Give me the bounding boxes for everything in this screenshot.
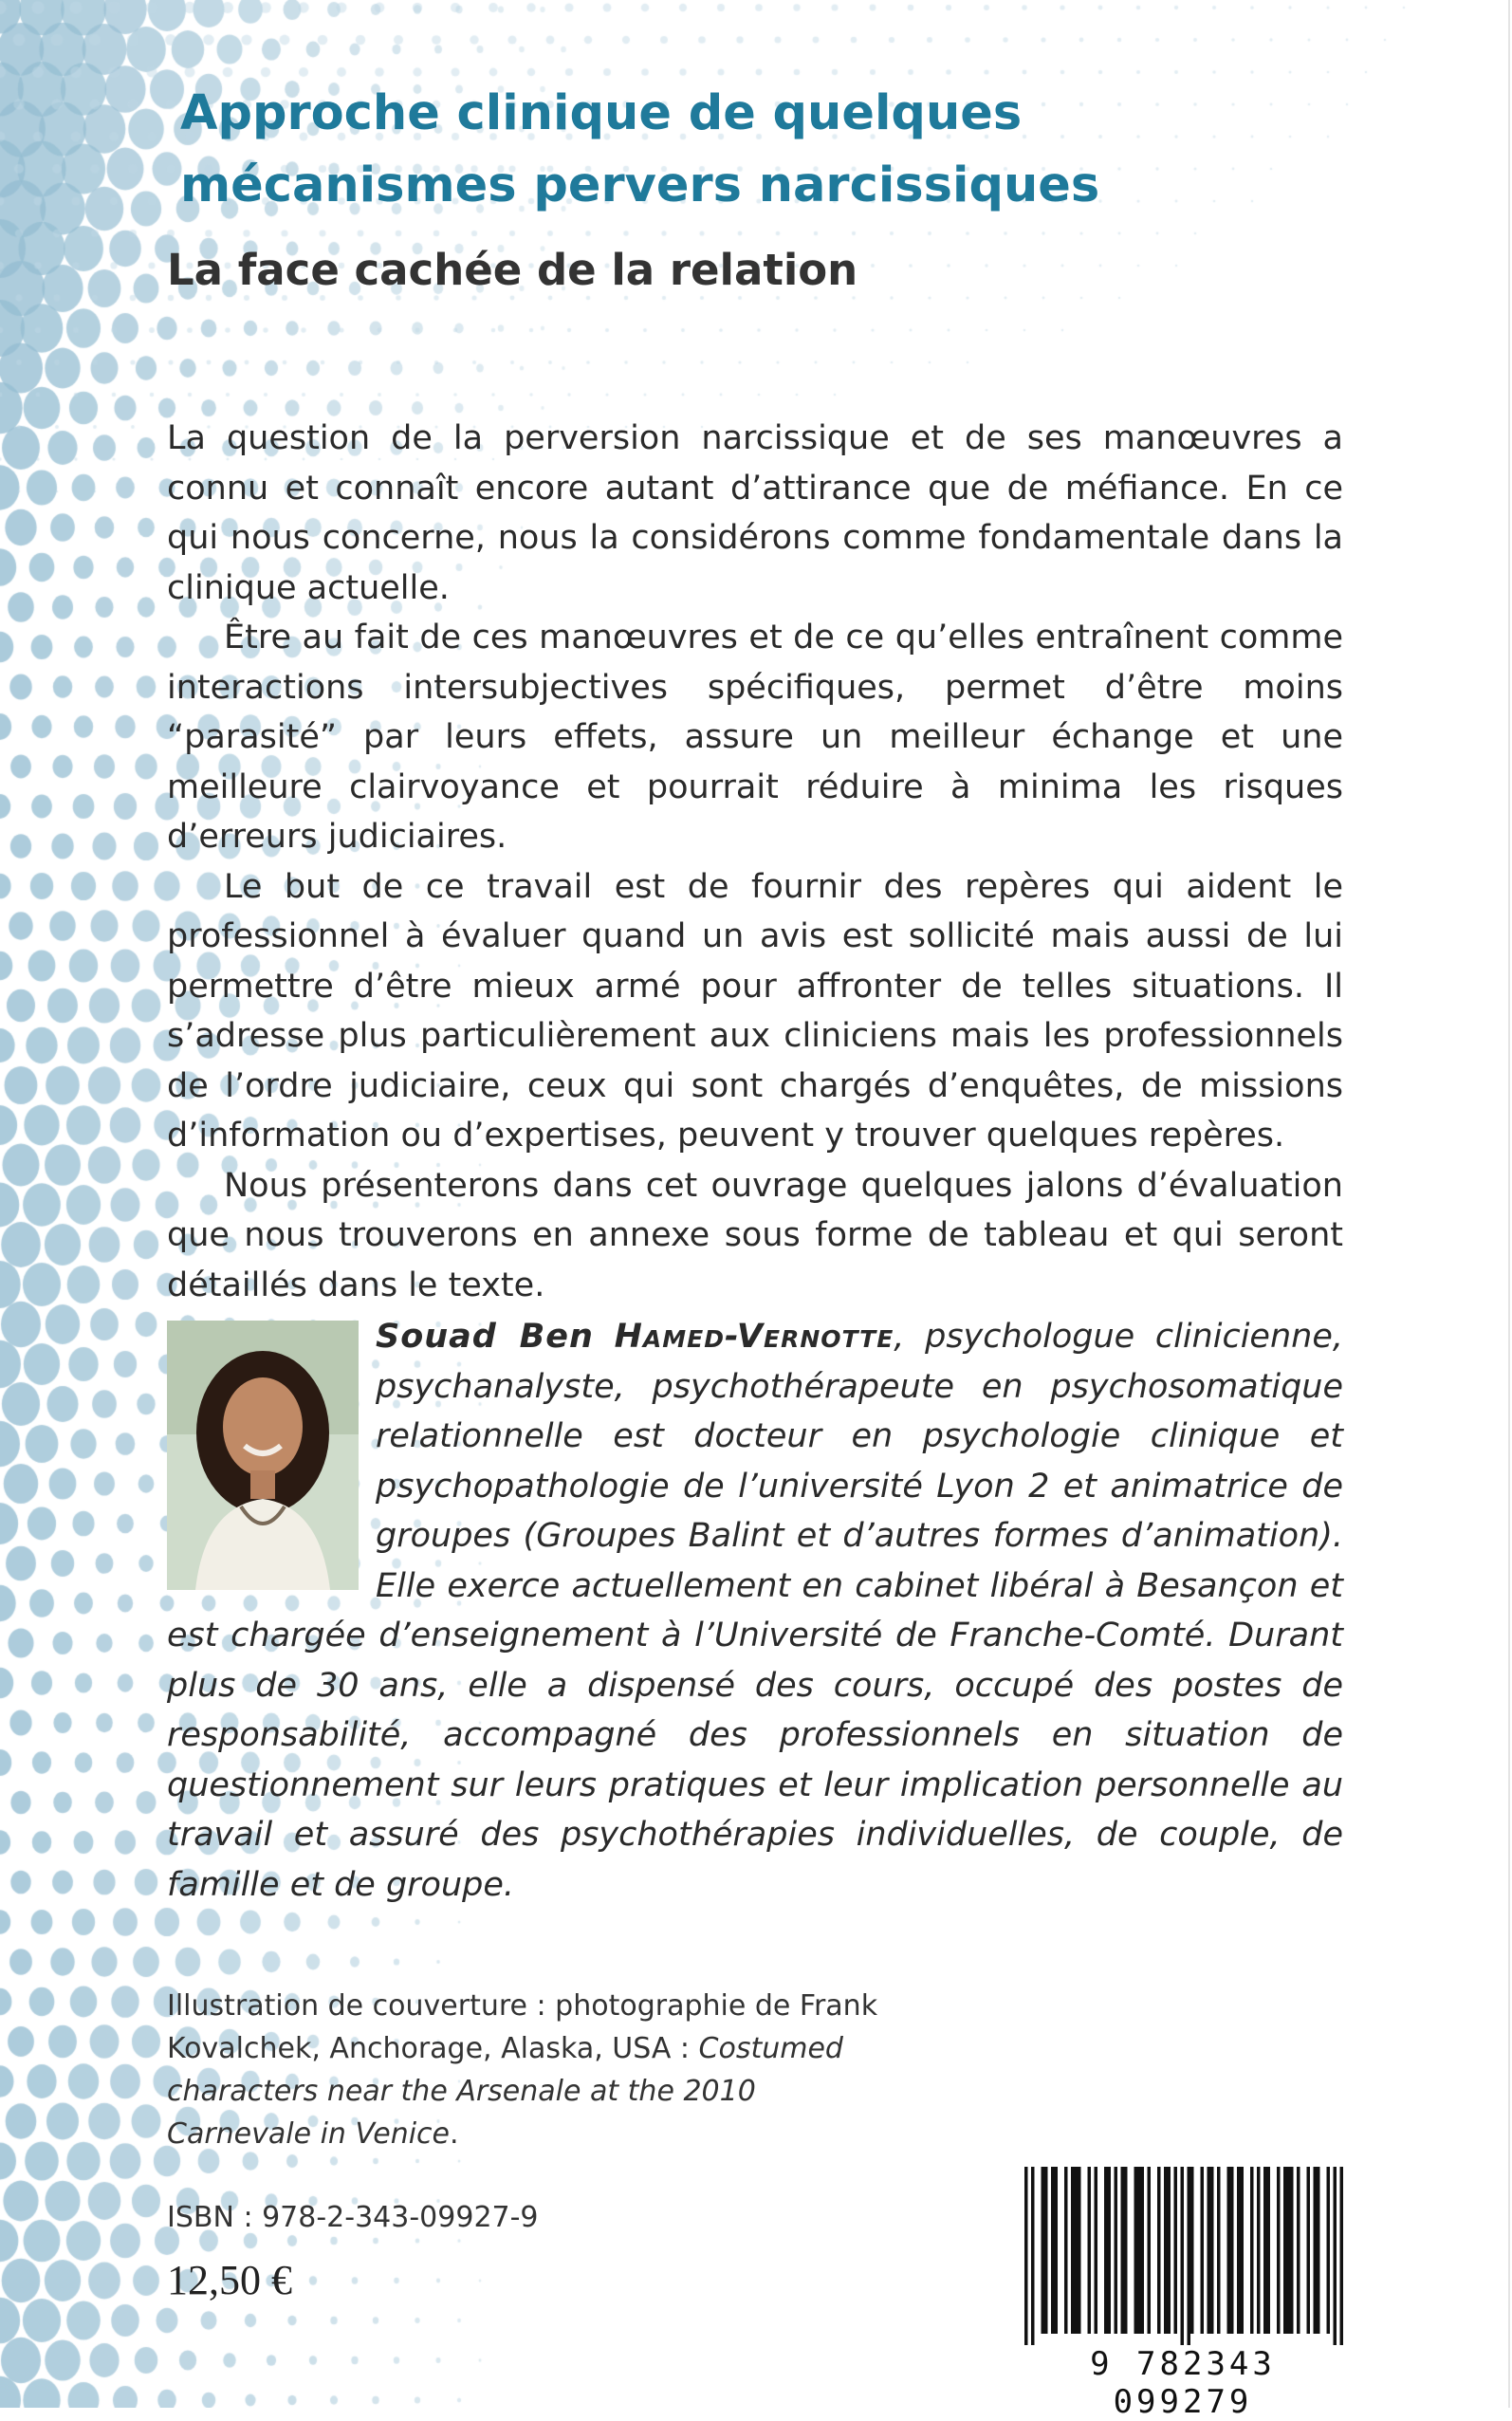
barcode-bar [1088,2167,1092,2334]
barcode-bar [1257,2167,1261,2334]
barcode-bar [1141,2167,1145,2334]
barcode-bar [1168,2167,1171,2334]
author-bio [167,1312,1343,1910]
barcode-bar [1055,2167,1059,2334]
barcode-bar [1051,2167,1055,2334]
barcode-bar [1078,2167,1081,2334]
author-first-name: Souad Ben [376,1318,594,1356]
barcode-bar [1237,2167,1241,2334]
barcode-bar [1137,2167,1141,2334]
barcode-bar [1124,2167,1128,2334]
summary-paragraph: La question de la perversion narcissique et de ses manœuvres a connu et connaît encore autant d’attirance que de méfiance. En ce qui nous concerne, nous la considérons comme fondamentale dans la clinique actuelle. [167,419,1343,607]
summary-paragraph: Le but de ce travail est de fournir des repères qui aident le professionnel à évaluer quand un avis est sollicité mais aussi de lui permettre d’être mieux armé pour affronter de telles situations. Il s’adresse plus particulièrement aux cliniciens mais les professionnels de l’ordre judiciaire, ceux qui sont chargés d’enquêtes, de missions d’information ou d’expertises, peuvent y trouver quelques repères. [167,867,1343,1155]
barcode-bar [1024,2167,1028,2345]
author-last-name: Hamed-Vernotte [614,1318,894,1356]
barcode-bar [1075,2167,1079,2334]
barcode-bar [1104,2167,1108,2334]
barcode-icon [1013,2159,1353,2345]
barcode-bar [1174,2167,1178,2334]
barcode-bar [1201,2167,1205,2334]
barcode-bar [1290,2167,1294,2334]
barcode-bar [1115,2167,1118,2334]
barcode-bar [1095,2167,1098,2334]
barcode-bar [1044,2167,1048,2334]
barcode-bar [1297,2167,1300,2334]
summary-text [167,414,1343,1310]
barcode-bar [1042,2167,1045,2334]
barcode-bar [1317,2167,1320,2334]
barcode-bar [1071,2167,1075,2334]
barcode-bar [1188,2167,1191,2345]
barcode-bar [1164,2167,1168,2334]
book-subtitle: La face cachée de la relation [167,245,858,295]
isbn: ISBN : 978-2-343-09927-9 [167,2201,539,2234]
barcode-bar [1031,2167,1035,2345]
barcode-bar [1241,2167,1245,2334]
barcode-bar [1263,2167,1267,2334]
barcode-bar [1134,2167,1138,2334]
cover-credits [167,1985,907,2155]
credits-caption: Costumed characters near the Arsenale at the 2010 Carnevale in Venice [167,2032,843,2151]
barcode-bar [1157,2167,1161,2334]
barcode-bar [1277,2167,1281,2334]
barcode-bar [1327,2167,1331,2334]
summary-paragraph: Nous présenterons dans cet ouvrage quelques jalons d’évaluation que nous trouverons en annexe sous forme de tableau et qui seront détaillés dans le texte. [167,1166,1343,1304]
credits-text: Illustration de couverture : photographie de Frank Kovalchek, Anchorage, Alaska, USA : [167,1989,878,2065]
barcode-bar [1340,2167,1344,2345]
barcode-bar [1121,2167,1125,2334]
credits-end: . [450,2117,459,2151]
barcode-digits: 9 782343 099279 [1090,2345,1276,2421]
summary-paragraph: Être au fait de ces manœuvres et de ce qu’elles entraînent comme interactions intersubjectives spécifiques, permet d’être moins “parasité” par leurs effets, assure un meilleur échange et une meilleure clairvoyance et pourrait réduire à minima les risques d’erreurs judiciaires. [167,619,1343,856]
barcode-bar [1227,2167,1231,2334]
author-bio-text: , psychologue clinicienne, psychanalyste, psychothérapeute en psychosomatique relationnelle est docteur en psychologie clinique et psychopathologie de l’université Lyon 2 et animatrice de groupes (Groupes Balint et d’autres formes d’animation). Elle exerce actuellement en cabinet libéral à Besançon et est chargée d’enseignement à l’Université de Franche-Comté. Durant plus de 30 ans, elle a dispensé des cours, occupé des postes de responsabilité, accompagné des professionnels en situation de questionnement sur leurs pratiques et leur implication personnelle au travail et assuré des psychothérapies individuelles, de couple, de famille et de groupe. [167,1318,1343,1904]
barcode-bar [1217,2167,1221,2334]
barcode-bar [1314,2167,1318,2334]
barcode-bar [1230,2167,1234,2334]
barcode-bar [1064,2167,1068,2334]
barcode-bar [1210,2167,1214,2334]
barcode-bar [1334,2167,1337,2345]
barcode-bar [1208,2167,1211,2334]
barcode-bar [1287,2167,1291,2334]
barcode-bar [1307,2167,1311,2334]
barcode-bar [1108,2167,1112,2334]
book-title: Approche clinique de quelques mécanismes pervers narcissiques [180,85,1100,213]
barcode-bar [1283,2167,1287,2334]
barcode-bar [1181,2167,1185,2345]
price: 12,50 € [167,2257,292,2303]
photo-spacer [167,1312,376,1597]
barcode-bar [1250,2167,1254,2334]
barcode-bar [1190,2167,1194,2334]
barcode-bar [1148,2167,1152,2334]
spine-edge [1508,0,1510,2408]
barcode-bar [1267,2167,1271,2334]
